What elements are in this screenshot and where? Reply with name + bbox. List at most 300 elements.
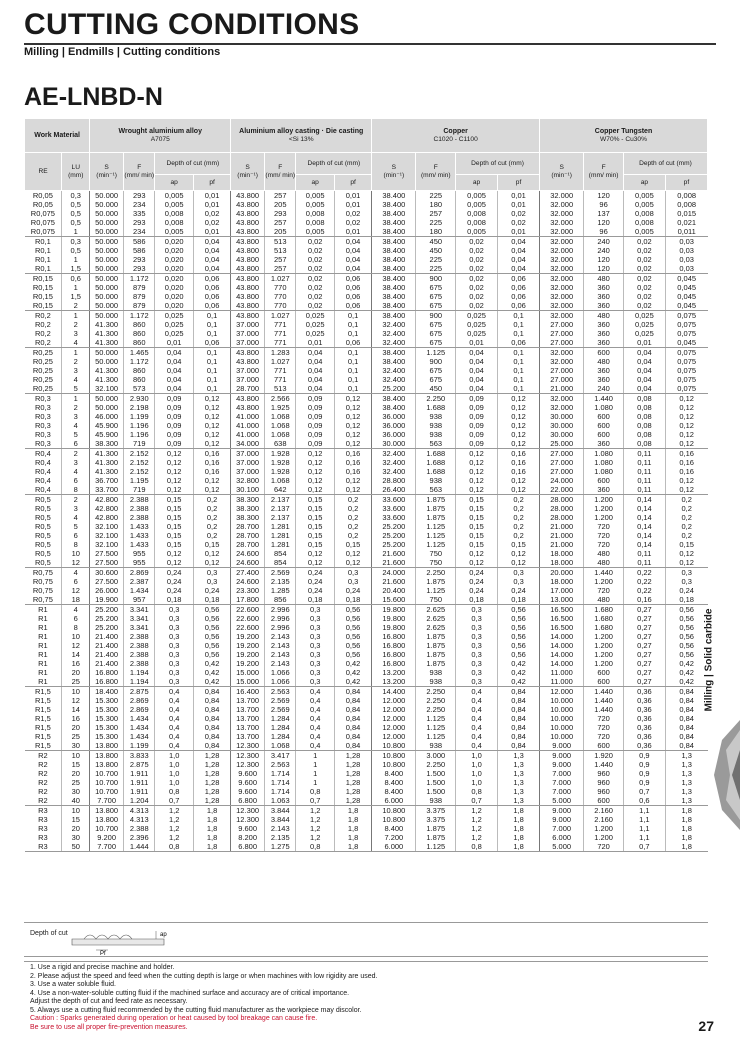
re-cell: R1,5: [34, 687, 51, 696]
table-cell: 5.000: [540, 842, 584, 852]
table-cell: 2.152: [124, 449, 155, 459]
lu-cell: 10: [62, 806, 90, 816]
depth-of-cut-diagram: [24, 922, 708, 957]
table-cell: 0,04: [334, 237, 371, 247]
table-cell: 0,12: [334, 421, 371, 430]
table-cell: 8.400: [372, 778, 416, 787]
table-cell: 900: [416, 311, 456, 321]
table-cell: 0,3: [193, 577, 230, 586]
table-cell: 0,12: [498, 394, 540, 404]
table-row: [25, 677, 708, 687]
table-cell: 0,01: [334, 200, 371, 209]
table-cell: 0,2: [498, 495, 540, 505]
table-cell: 1: [296, 769, 334, 778]
table-cell: 360: [584, 329, 624, 338]
table-cell: 0,16: [334, 449, 371, 459]
table-cell: 960: [584, 787, 624, 796]
lu-cell: 20: [62, 769, 90, 778]
table-cell: 0,12: [296, 549, 334, 558]
table-cell: 0,04: [296, 348, 334, 358]
table-cell: 1.080: [584, 449, 624, 459]
table-cell: 1,0: [456, 751, 498, 761]
table-cell: 0,02: [193, 209, 230, 218]
note-item: Adjust the depth of cut and feed rate as necessary.: [30, 998, 188, 1005]
table-cell: 23.300: [231, 586, 265, 595]
table-cell: 0,09: [155, 394, 193, 404]
table-cell: 10.000: [540, 705, 584, 714]
table-row: [25, 623, 708, 632]
table-cell: 27.000: [540, 375, 584, 384]
table-cell: 0,02: [456, 237, 498, 247]
table-cell: 2.135: [265, 577, 296, 586]
workpiece-shape: [72, 939, 164, 945]
table-row: [25, 549, 708, 558]
re-cell: R0,15: [32, 274, 53, 283]
table-cell: 0,42: [665, 677, 707, 687]
table-cell: 1.066: [265, 677, 296, 687]
table-cell: 8.400: [372, 769, 416, 778]
table-cell: 32.400: [372, 467, 416, 476]
table-cell: 32.000: [540, 301, 584, 311]
table-cell: 293: [124, 255, 155, 264]
table-cell: 0,04: [155, 366, 193, 375]
table-cell: 25.000: [540, 439, 584, 449]
table-cell: 0,15: [456, 504, 498, 513]
table-cell: 0,12: [456, 458, 498, 467]
table-row: [25, 458, 708, 467]
table-cell: 0,12: [334, 403, 371, 412]
table-cell: 0,02: [456, 246, 498, 255]
table-cell: 938: [416, 421, 456, 430]
table-cell: 1,2: [456, 815, 498, 824]
table-cell: 6.800: [231, 796, 265, 806]
table-cell: 240: [584, 246, 624, 255]
re-cell: R1: [38, 605, 48, 614]
table-cell: 0,04: [623, 375, 665, 384]
note-item: 3. Use a water soluble fluid.: [30, 981, 116, 988]
table-cell: 938: [416, 412, 456, 421]
table-cell: 0,06: [498, 274, 540, 284]
table-cell: 34.000: [231, 439, 265, 449]
table-cell: 0,1: [498, 311, 540, 321]
table-cell: 0,04: [334, 264, 371, 274]
table-cell: 0,9: [623, 769, 665, 778]
table-cell: 19.200: [231, 650, 265, 659]
table-cell: 13.800: [90, 751, 124, 761]
table-cell: 0,56: [334, 605, 371, 615]
table-cell: 0,12: [193, 403, 230, 412]
table-row: [25, 384, 708, 394]
table-cell: 0,24: [155, 568, 193, 578]
table-cell: 0,12: [155, 458, 193, 467]
table-cell: 1.928: [265, 458, 296, 467]
table-cell: 1,3: [665, 760, 707, 769]
table-cell: 38.400: [372, 394, 416, 404]
table-cell: 0,11: [623, 467, 665, 476]
table-cell: 719: [124, 439, 155, 449]
table-cell: 0,008: [623, 209, 665, 218]
table-cell: 0,12: [193, 439, 230, 449]
table-cell: 0,84: [334, 723, 371, 732]
table-cell: 675: [416, 320, 456, 329]
table-cell: 1.204: [124, 796, 155, 806]
table-cell: 0,15: [155, 495, 193, 505]
table-cell: 1: [296, 778, 334, 787]
table-row: [25, 283, 708, 292]
table-cell: 1,28: [334, 769, 371, 778]
table-cell: 0,84: [334, 696, 371, 705]
table-cell: 0,2: [665, 531, 707, 540]
table-cell: 1.194: [124, 668, 155, 677]
table-cell: 42.800: [90, 513, 124, 522]
table-cell: 0,24: [296, 568, 334, 578]
lu-cell: 20: [62, 824, 90, 833]
table-cell: 563: [416, 439, 456, 449]
table-cell: 1.434: [124, 723, 155, 732]
table-cell: 0,02: [456, 283, 498, 292]
table-cell: 0,3: [334, 568, 371, 578]
table-cell: 1.196: [124, 421, 155, 430]
lu-cell: 4: [62, 338, 90, 348]
table-cell: 0,11: [623, 449, 665, 459]
table-cell: 1.875: [416, 833, 456, 842]
table-cell: 21.600: [372, 558, 416, 568]
table-cell: 120: [584, 191, 624, 201]
table-cell: 16.800: [372, 659, 416, 668]
table-cell: 0,12: [498, 430, 540, 439]
table-cell: 1,1: [623, 833, 665, 842]
re-cell: R0,5: [34, 522, 51, 531]
table-cell: 0,24: [193, 586, 230, 595]
table-cell: 0,42: [665, 668, 707, 677]
table-cell: 0,15: [296, 540, 334, 549]
table-cell: 0,04: [456, 384, 498, 394]
table-row: [25, 218, 708, 227]
table-cell: 43.800: [231, 348, 265, 358]
table-cell: 0,84: [498, 723, 540, 732]
table-cell: 0,12: [498, 439, 540, 449]
table-cell: 0,12: [193, 549, 230, 558]
table-cell: 0,42: [498, 659, 540, 668]
table-cell: 0,06: [193, 301, 230, 311]
lu-cell: 2: [62, 449, 90, 459]
table-cell: 960: [584, 769, 624, 778]
depth-of-cut-label: Depth of cut: [30, 930, 68, 937]
table-cell: 6.000: [372, 842, 416, 852]
pf-header: pf: [498, 175, 540, 191]
table-cell: 0,16: [623, 595, 665, 605]
table-cell: 32.400: [372, 366, 416, 375]
table-cell: 1,8: [334, 842, 371, 852]
table-cell: 0,09: [155, 412, 193, 421]
table-cell: 0,3: [155, 632, 193, 641]
table-cell: 879: [124, 301, 155, 311]
pf-text: Pf: [100, 951, 106, 955]
table-row: [25, 320, 708, 329]
table-cell: 513: [265, 237, 296, 247]
table-cell: 0,045: [665, 338, 707, 348]
table-cell: 0,025: [155, 320, 193, 329]
table-cell: 0,16: [498, 458, 540, 467]
table-cell: 0,12: [498, 558, 540, 568]
re-cell: R0,3: [34, 412, 51, 421]
table-cell: 22.000: [540, 485, 584, 495]
table-cell: 50.000: [90, 274, 124, 284]
note-item: 5. Always use a cutting fluid recommended by the cutting fluid manufacturer as the workpiece may discolor.: [30, 1006, 362, 1014]
re-cell: R0,3: [25, 439, 62, 449]
table-cell: 0,9: [623, 778, 665, 787]
table-cell: 0,005: [456, 200, 498, 209]
table-cell: 675: [416, 292, 456, 301]
re-header: RE: [25, 153, 62, 191]
re-cell: R0,5: [34, 513, 51, 522]
table-cell: 2.250: [416, 696, 456, 705]
table-cell: 0,4: [456, 714, 498, 723]
table-cell: 1.875: [416, 577, 456, 586]
table-cell: 27.500: [90, 577, 124, 586]
table-cell: 860: [124, 366, 155, 375]
re-cell: R1,5: [34, 696, 51, 705]
table-cell: 0,005: [623, 191, 665, 201]
table-cell: 1.688: [416, 403, 456, 412]
table-cell: 234: [124, 200, 155, 209]
material-header: Copper C1020 - C1100: [372, 119, 540, 153]
lu-cell: 5: [62, 430, 90, 439]
table-cell: 1,8: [193, 806, 230, 816]
table-cell: 1,0: [155, 778, 193, 787]
table-cell: 856: [265, 595, 296, 605]
table-cell: 37.000: [231, 338, 265, 348]
re-cell: R1,5: [25, 741, 62, 751]
lu-cell: 6: [62, 531, 90, 540]
table-cell: 43.800: [231, 311, 265, 321]
table-cell: 0,2: [334, 522, 371, 531]
table-cell: 750: [416, 558, 456, 568]
pf-header: pf: [334, 175, 371, 191]
table-cell: 1,2: [456, 824, 498, 833]
table-cell: 225: [416, 264, 456, 274]
table-row: [25, 540, 708, 549]
table-cell: 37.000: [231, 458, 265, 467]
table-cell: 2.396: [124, 833, 155, 842]
table-row: [25, 751, 708, 761]
table-cell: 27.500: [90, 558, 124, 568]
table-cell: 120: [584, 218, 624, 227]
table-cell: 19.200: [231, 632, 265, 641]
table-cell: 137: [584, 209, 624, 218]
table-cell: 50.000: [90, 200, 124, 209]
table-cell: 0,15: [498, 540, 540, 549]
table-cell: 0,3: [296, 632, 334, 641]
table-cell: 10.800: [372, 751, 416, 761]
table-cell: 0,3: [456, 614, 498, 623]
table-cell: 27.000: [540, 329, 584, 338]
table-row: [25, 403, 708, 412]
table-cell: 0,04: [456, 375, 498, 384]
lu-cell: 1: [62, 311, 90, 321]
table-cell: 0,36: [623, 741, 665, 751]
re-cell: R0,75: [32, 577, 53, 586]
table-cell: 50.000: [90, 357, 124, 366]
table-cell: 38.400: [372, 301, 416, 311]
table-cell: 938: [416, 476, 456, 485]
table-cell: 638: [265, 439, 296, 449]
table-cell: 0,84: [498, 687, 540, 697]
table-cell: 50.000: [90, 348, 124, 358]
table-cell: 0,14: [623, 513, 665, 522]
table-cell: 41.300: [90, 366, 124, 375]
table-cell: 0,06: [193, 274, 230, 284]
table-cell: 0,04: [155, 375, 193, 384]
re-cell: R0,1: [34, 246, 51, 255]
table-cell: 2.143: [265, 650, 296, 659]
table-cell: 0,2: [334, 513, 371, 522]
table-cell: 0,12: [296, 449, 334, 459]
table-cell: 30.600: [90, 568, 124, 578]
table-cell: 1,28: [193, 796, 230, 806]
table-cell: 0,075: [665, 320, 707, 329]
table-cell: 0,09: [456, 439, 498, 449]
table-cell: 1,3: [665, 787, 707, 796]
table-cell: 0,18: [155, 595, 193, 605]
table-cell: 1.125: [416, 540, 456, 549]
table-row: [25, 641, 708, 650]
table-cell: 563: [416, 485, 456, 495]
table-cell: 0,09: [456, 412, 498, 421]
table-cell: 38.400: [372, 403, 416, 412]
table-cell: 0,84: [665, 696, 707, 705]
table-cell: 15.300: [90, 705, 124, 714]
table-cell: 0,1: [193, 366, 230, 375]
table-cell: 0,3: [296, 650, 334, 659]
re-cell: R1,5: [34, 714, 51, 723]
table-cell: 2.388: [124, 824, 155, 833]
table-cell: 30.100: [231, 485, 265, 495]
table-cell: 2.143: [265, 641, 296, 650]
table-cell: 1.875: [416, 495, 456, 505]
table-cell: 0,42: [334, 677, 371, 687]
table-cell: 6.800: [231, 842, 265, 852]
table-cell: 360: [584, 320, 624, 329]
table-cell: 0,04: [456, 357, 498, 366]
table-cell: 1,3: [665, 769, 707, 778]
table-row: [25, 806, 708, 816]
table-cell: 9.000: [540, 806, 584, 816]
table-cell: 0,84: [665, 732, 707, 741]
table-cell: 0,1: [334, 366, 371, 375]
table-cell: 3.375: [416, 815, 456, 824]
table-cell: 1.063: [265, 796, 296, 806]
table-cell: 1,8: [334, 833, 371, 842]
table-cell: 10.700: [90, 787, 124, 796]
ap-header: ap: [155, 175, 193, 191]
table-cell: 0,075: [665, 348, 707, 358]
table-cell: 257: [416, 209, 456, 218]
table-cell: 0,008: [155, 218, 193, 227]
depth-of-cut-illustration: [64, 923, 184, 955]
table-cell: 0,42: [334, 668, 371, 677]
table-cell: 1.125: [416, 732, 456, 741]
table-cell: 1.194: [124, 677, 155, 687]
table-cell: 0,08: [623, 439, 665, 449]
table-cell: 1,3: [665, 751, 707, 761]
table-cell: 19.200: [231, 659, 265, 668]
table-cell: 28.000: [540, 495, 584, 505]
table-cell: 0,42: [498, 677, 540, 687]
table-cell: 0,005: [155, 227, 193, 237]
table-cell: 2.250: [416, 394, 456, 404]
table-cell: 1.200: [584, 641, 624, 650]
table-cell: 42.800: [90, 495, 124, 505]
re-cell: R0,2: [25, 338, 62, 348]
table-cell: 1.875: [416, 650, 456, 659]
table-cell: 1.172: [124, 357, 155, 366]
table-cell: 0,06: [334, 301, 371, 311]
table-cell: 0,3: [456, 623, 498, 632]
re-cell: R0,075: [30, 209, 55, 218]
table-cell: 16.800: [90, 677, 124, 687]
table-cell: 13.700: [231, 714, 265, 723]
re-cell: R0,2: [34, 320, 51, 329]
table-cell: 0,11: [623, 558, 665, 568]
table-cell: 0,02: [296, 292, 334, 301]
table-cell: 10.700: [90, 824, 124, 833]
table-cell: 9.000: [540, 751, 584, 761]
table-cell: 0,3: [456, 677, 498, 687]
table-cell: 1,2: [296, 806, 334, 816]
table-cell: 7.000: [540, 778, 584, 787]
table-cell: 0,2: [498, 522, 540, 531]
table-cell: 0,36: [623, 687, 665, 697]
table-row: [25, 375, 708, 384]
endmill-graphic: [712, 720, 740, 830]
re-cell: R0,25: [32, 366, 53, 375]
table-row: [25, 778, 708, 787]
table-cell: 879: [124, 292, 155, 301]
table-cell: 0,01: [498, 227, 540, 237]
table-cell: 2.930: [124, 394, 155, 404]
table-cell: 2.566: [265, 394, 296, 404]
table-cell: 1.434: [124, 732, 155, 741]
table-cell: 0,02: [623, 283, 665, 292]
table-cell: 0,1: [334, 357, 371, 366]
lu-cell: 12: [62, 586, 90, 595]
table-row: [25, 191, 708, 201]
table-cell: 0,11: [623, 476, 665, 485]
table-row: [25, 723, 708, 732]
table-cell: 12.000: [372, 714, 416, 723]
table-cell: 16.800: [372, 641, 416, 650]
table-cell: 2.137: [265, 504, 296, 513]
table-cell: 1.434: [124, 714, 155, 723]
table-cell: 0,02: [296, 237, 334, 247]
lu-cell: 30: [62, 787, 90, 796]
table-cell: 1.172: [124, 311, 155, 321]
table-cell: 3.375: [416, 806, 456, 816]
table-row: [25, 412, 708, 421]
table-cell: 0,01: [193, 191, 230, 201]
table-cell: 15.000: [231, 668, 265, 677]
table-cell: 0,12: [193, 485, 230, 495]
table-cell: 1.080: [584, 467, 624, 476]
table-cell: 0,2: [665, 504, 707, 513]
table-cell: 36.000: [372, 412, 416, 421]
lu-cell: 8: [62, 485, 90, 495]
lu-cell: 3: [62, 504, 90, 513]
table-cell: 10.700: [90, 778, 124, 787]
table-cell: 0,14: [623, 531, 665, 540]
table-cell: 22.600: [231, 623, 265, 632]
